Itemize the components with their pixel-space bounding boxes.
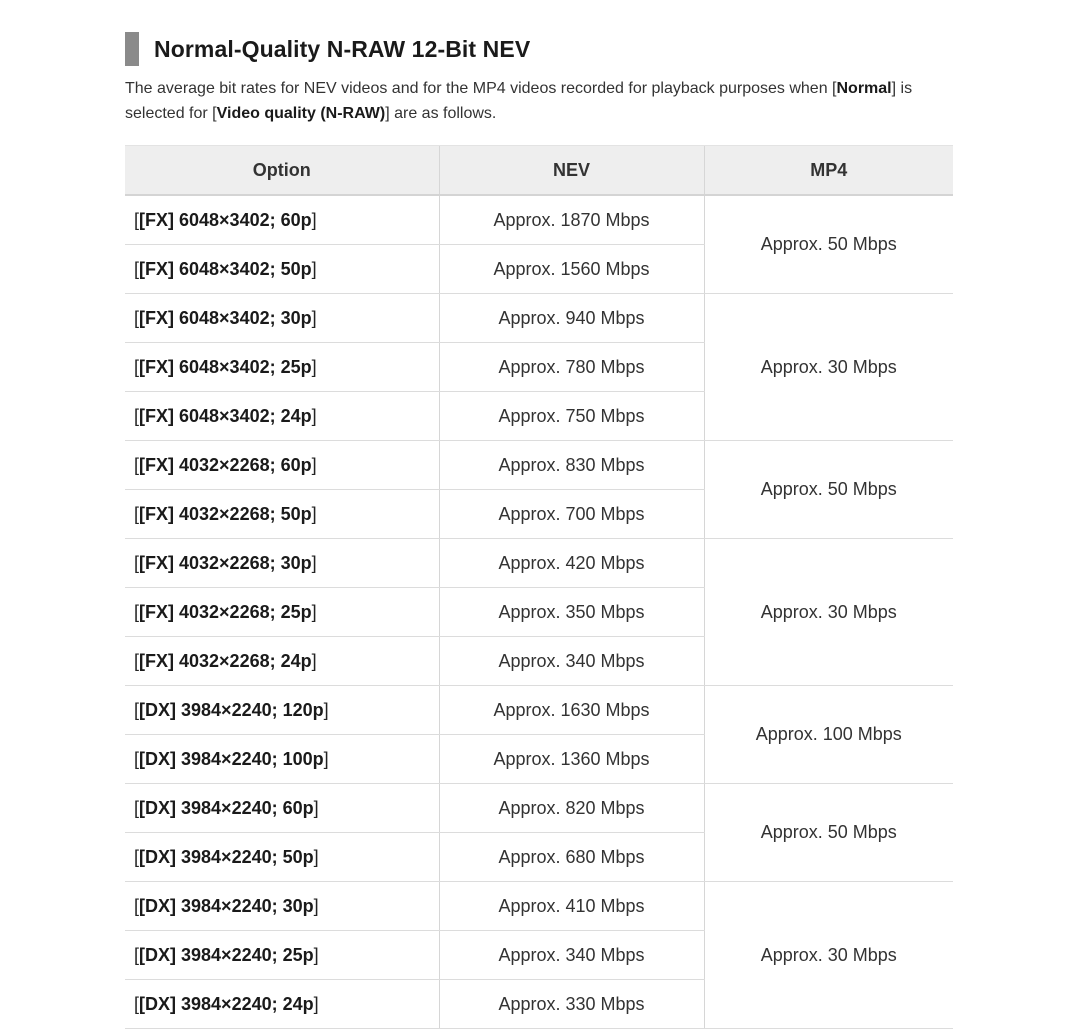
option-label: [FX] 4032×2268; 50p	[139, 503, 312, 524]
option-label: [FX] 6048×3402; 24p	[139, 405, 312, 426]
table-row	[125, 294, 953, 343]
nev-bitrate-cell: Approx. 750 Mbps	[439, 392, 704, 441]
option-cell	[125, 490, 439, 539]
option-label: [FX] 4032×2268; 60p	[139, 454, 312, 475]
option-open-bracket: [	[134, 209, 140, 230]
option-open-bracket: [	[134, 650, 140, 671]
option-close-bracket: ]	[311, 601, 317, 622]
option-close-bracket: ]	[323, 748, 329, 769]
option-open-bracket: [	[134, 699, 140, 720]
mp4-bitrate-cell: Approx. 30 Mbps	[704, 539, 953, 686]
option-label: [DX] 3984×2240; 120p	[139, 699, 324, 720]
table-body	[125, 195, 953, 1029]
option-label: [DX] 3984×2240; 24p	[139, 993, 314, 1014]
option-cell	[125, 931, 439, 980]
heading-accent-bar	[125, 32, 139, 66]
option-cell	[125, 686, 439, 735]
option-open-bracket: [	[134, 895, 140, 916]
option-label: [FX] 6048×3402; 60p	[139, 209, 312, 230]
nev-bitrate-cell: Approx. 410 Mbps	[439, 882, 704, 931]
nev-bitrate-cell: Approx. 420 Mbps	[439, 539, 704, 588]
nev-bitrate-cell: Approx. 780 Mbps	[439, 343, 704, 392]
option-cell	[125, 195, 439, 245]
nev-bitrate-cell: Approx. 340 Mbps	[439, 931, 704, 980]
column-header-nev: NEV	[439, 146, 704, 196]
option-cell	[125, 343, 439, 392]
option-cell	[125, 784, 439, 833]
option-cell	[125, 588, 439, 637]
nev-bitrate-cell: Approx. 340 Mbps	[439, 637, 704, 686]
column-header-mp4: MP4	[704, 146, 953, 196]
option-label: [DX] 3984×2240; 25p	[139, 944, 314, 965]
option-open-bracket: [	[134, 601, 140, 622]
option-close-bracket: ]	[311, 258, 317, 279]
option-cell	[125, 882, 439, 931]
option-label: [FX] 6048×3402; 25p	[139, 356, 312, 377]
mp4-bitrate-cell: Approx. 50 Mbps	[704, 441, 953, 539]
nev-bitrate-cell: Approx. 820 Mbps	[439, 784, 704, 833]
table-header-row	[125, 146, 953, 196]
option-label: [DX] 3984×2240; 60p	[139, 797, 314, 818]
nev-bitrate-cell: Approx. 350 Mbps	[439, 588, 704, 637]
option-close-bracket: ]	[311, 307, 317, 328]
option-cell	[125, 637, 439, 686]
option-label: [DX] 3984×2240; 100p	[139, 748, 324, 769]
option-label: [DX] 3984×2240; 50p	[139, 846, 314, 867]
page-content	[125, 0, 953, 1029]
option-cell	[125, 735, 439, 784]
option-close-bracket: ]	[311, 356, 317, 377]
option-open-bracket: [	[134, 307, 140, 328]
mp4-bitrate-cell: Approx. 30 Mbps	[704, 882, 953, 1029]
option-open-bracket: [	[134, 944, 140, 965]
option-open-bracket: [	[134, 552, 140, 573]
option-label: [FX] 6048×3402; 50p	[139, 258, 312, 279]
option-label: [FX] 4032×2268; 30p	[139, 552, 312, 573]
option-close-bracket: ]	[311, 552, 317, 573]
bit-rate-table	[125, 145, 953, 1029]
mp4-bitrate-cell: Approx. 30 Mbps	[704, 294, 953, 441]
table-row	[125, 539, 953, 588]
option-open-bracket: [	[134, 405, 140, 426]
option-cell	[125, 833, 439, 882]
column-header-option: Option	[125, 146, 439, 196]
option-cell	[125, 392, 439, 441]
intro-bold-video-quality: Video quality (N-RAW)	[216, 105, 386, 122]
nev-bitrate-cell: Approx. 830 Mbps	[439, 441, 704, 490]
nev-bitrate-cell: Approx. 1630 Mbps	[439, 686, 704, 735]
nev-bitrate-cell: Approx. 700 Mbps	[439, 490, 704, 539]
option-close-bracket: ]	[323, 699, 329, 720]
option-open-bracket: [	[134, 454, 140, 475]
intro-text-1: The average bit rates for NEV videos and for the MP4 videos recorded for playback purposes when [	[125, 80, 837, 97]
option-cell	[125, 980, 439, 1029]
nev-bitrate-cell: Approx. 1560 Mbps	[439, 245, 704, 294]
mp4-bitrate-cell: Approx. 100 Mbps	[704, 686, 953, 784]
option-open-bracket: [	[134, 748, 140, 769]
option-label: [FX] 4032×2268; 25p	[139, 601, 312, 622]
intro-paragraph	[125, 76, 953, 126]
intro-bold-normal: Normal	[836, 80, 892, 97]
option-open-bracket: [	[134, 846, 140, 867]
option-close-bracket: ]	[313, 846, 319, 867]
table-row	[125, 686, 953, 735]
option-open-bracket: [	[134, 503, 140, 524]
table-row	[125, 784, 953, 833]
option-cell	[125, 441, 439, 490]
nev-bitrate-cell: Approx. 940 Mbps	[439, 294, 704, 343]
mp4-bitrate-cell: Approx. 50 Mbps	[704, 195, 953, 294]
option-close-bracket: ]	[311, 209, 317, 230]
option-cell	[125, 294, 439, 343]
option-label: [FX] 6048×3402; 30p	[139, 307, 312, 328]
option-close-bracket: ]	[313, 797, 319, 818]
table-row	[125, 195, 953, 245]
section-title: Normal-Quality N-RAW 12-Bit NEV	[154, 35, 531, 62]
option-label: [DX] 3984×2240; 30p	[139, 895, 314, 916]
nev-bitrate-cell: Approx. 330 Mbps	[439, 980, 704, 1029]
option-label: [FX] 4032×2268; 24p	[139, 650, 312, 671]
option-close-bracket: ]	[311, 650, 317, 671]
option-cell	[125, 245, 439, 294]
option-cell	[125, 539, 439, 588]
option-open-bracket: [	[134, 258, 140, 279]
intro-text-2: ] is selected for [	[125, 80, 913, 122]
intro-text-3: ] are as follows.	[385, 105, 497, 122]
option-close-bracket: ]	[311, 405, 317, 426]
option-close-bracket: ]	[313, 944, 319, 965]
option-close-bracket: ]	[311, 503, 317, 524]
nev-bitrate-cell: Approx. 1360 Mbps	[439, 735, 704, 784]
table-row	[125, 441, 953, 490]
option-open-bracket: [	[134, 797, 140, 818]
option-close-bracket: ]	[313, 895, 319, 916]
nev-bitrate-cell: Approx. 680 Mbps	[439, 833, 704, 882]
option-open-bracket: [	[134, 356, 140, 377]
option-close-bracket: ]	[311, 454, 317, 475]
option-open-bracket: [	[134, 993, 140, 1014]
mp4-bitrate-cell: Approx. 50 Mbps	[704, 784, 953, 882]
table-row	[125, 882, 953, 931]
section-heading	[125, 0, 953, 66]
nev-bitrate-cell: Approx. 1870 Mbps	[439, 195, 704, 245]
option-close-bracket: ]	[313, 993, 319, 1014]
